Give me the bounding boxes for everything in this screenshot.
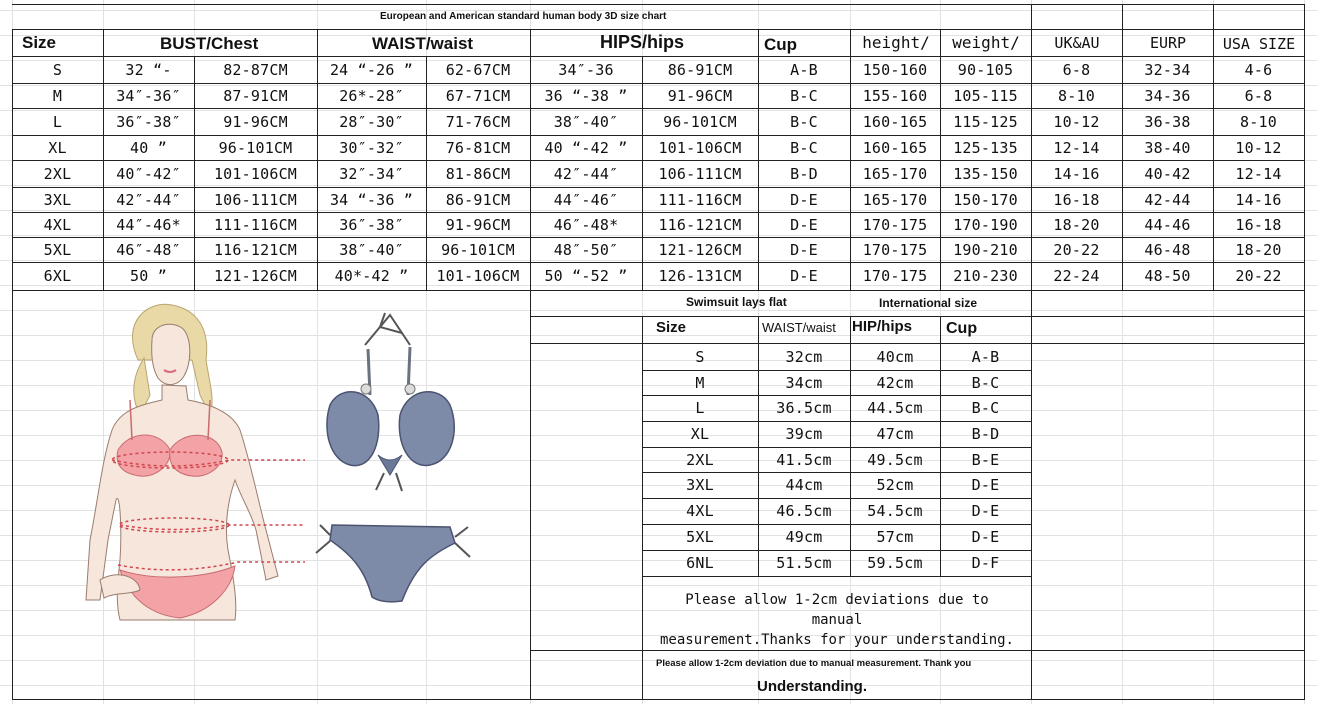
size-table-cell: 16-18 <box>1235 215 1282 234</box>
deviation-note-line-3: measurement.Thanks for your understanding. <box>659 632 1014 648</box>
size-table-cell: 42-44 <box>1144 190 1191 209</box>
swim-table-cell: M <box>695 373 705 392</box>
size-table-cell: 48-50 <box>1144 267 1191 285</box>
size-table-cell: 82-87CM <box>223 60 288 79</box>
size-table-cell: 28″-30″ <box>339 112 404 131</box>
size-table-cell: 3XL <box>43 190 72 209</box>
size-table-cell: 6-8 <box>1062 60 1091 79</box>
size-table-cell: 87-91CM <box>223 86 288 105</box>
size-table-cell: 170-175 <box>862 240 928 259</box>
swim-table-cell: 54.5cm <box>867 502 923 520</box>
size-table-cell: 165-170 <box>862 190 928 209</box>
swim-table-cell: 49.5cm <box>867 450 923 469</box>
swimsuit-lays-flat-label: Swimsuit lays flat <box>686 295 787 309</box>
size-table-cell: 36″-38″ <box>116 112 181 131</box>
deviation-note-line-1: Please allow 1-2cm deviations due to <box>685 592 989 608</box>
size-table-cell: 40-42 <box>1144 164 1191 183</box>
size-table-cell: L <box>52 112 63 131</box>
header-size: Size <box>22 32 57 52</box>
size-table-cell: 101-106CM <box>213 164 298 183</box>
swim-table-cell: 3XL <box>686 476 714 494</box>
size-table-cell: 12-14 <box>1053 138 1100 157</box>
size-table-cell: 8-10 <box>1240 112 1277 131</box>
header-ukau: UK&AU <box>1054 33 1100 52</box>
size-table-cell: 96-101CM <box>218 138 293 157</box>
swim-table-cell: 57cm <box>876 528 914 546</box>
header-bust: BUST/Chest <box>160 33 259 53</box>
size-table-cell: 116-121CM <box>658 215 742 234</box>
size-table-cell: 30″-32″ <box>339 138 404 157</box>
size-table-cell: 165-170 <box>862 164 928 183</box>
size-table-cell: B-D <box>790 164 818 183</box>
size-table-cell: 67-71CM <box>445 86 511 105</box>
size-table-cell: 50 ” <box>130 267 167 285</box>
size-table-cell: 12-14 <box>1235 164 1282 183</box>
size-table-cell: 106-111CM <box>213 190 298 209</box>
size-table-cell: 22-24 <box>1053 267 1100 285</box>
size-table-cell: B-C <box>790 86 818 105</box>
size-table-cell: 6XL <box>43 267 72 285</box>
size-table-cell: 91-96CM <box>223 112 288 131</box>
size-table-cell: D-E <box>790 190 818 209</box>
size-table-cell: 90-105 <box>957 60 1014 79</box>
size-table-cell: 32 “- <box>125 60 172 79</box>
size-table-cell: 26*-28″ <box>339 86 404 105</box>
swim-table-cell: B-C <box>971 399 1000 417</box>
size-table-cell: 5XL <box>43 240 72 259</box>
swim-table-cell: 42cm <box>876 373 914 392</box>
swim-table-cell: 44cm <box>785 476 823 494</box>
size-table-cell: 46″-48* <box>553 215 619 234</box>
size-table-cell: 42″-44″ <box>553 164 619 183</box>
header-eurp: EURP <box>1149 33 1187 52</box>
size-table-cell: 155-160 <box>862 86 928 105</box>
swim-table-cell: 4XL <box>686 502 714 520</box>
body-measurement-illustration <box>60 300 320 640</box>
size-table-cell: 34-36 <box>1144 86 1191 105</box>
header-weight: weight/ <box>952 33 1020 52</box>
size-table-cell: 160-165 <box>862 112 928 131</box>
swim-table-cell: D-E <box>971 528 1000 546</box>
swim-table-cell: B-C <box>971 373 1000 392</box>
swim-table-cell: XL <box>690 425 710 443</box>
size-table-cell: 20-22 <box>1053 240 1100 259</box>
size-table-cell: 91-96CM <box>445 215 511 234</box>
size-table-cell: 170-190 <box>953 215 1018 234</box>
size-table-cell: 14-16 <box>1235 190 1282 209</box>
size-table-cell: B-C <box>790 112 818 131</box>
size-table-cell: 190-210 <box>953 240 1018 259</box>
size-table-cell: 24 “-26 ” <box>329 60 414 79</box>
size-table-cell: 106-111CM <box>658 164 742 183</box>
swim-table-cell: 6NL <box>686 554 714 572</box>
header-usa: USA SIZE <box>1222 34 1296 53</box>
size-table-cell: 115-125 <box>953 112 1018 131</box>
size-table-cell: 121-126CM <box>213 267 298 285</box>
size-table-cell: 34 “-36 ” <box>329 190 414 209</box>
size-table-cell: 36″-38″ <box>339 215 404 234</box>
size-table-cell: 111-116CM <box>658 190 742 209</box>
size-table-cell: 34″-36 <box>558 60 614 79</box>
size-table-cell: 36 “-38 ” <box>544 86 628 105</box>
swim-table-cell: 39cm <box>785 425 823 443</box>
swim-table-cell: D-E <box>971 502 1000 520</box>
swim-table-cell: 34cm <box>785 373 823 392</box>
size-table-cell: M <box>52 86 63 105</box>
size-table-cell: D-E <box>790 267 818 285</box>
size-table-cell: 71-76CM <box>445 112 511 131</box>
size-table-cell: 38″-40″ <box>339 240 404 259</box>
swim-table-cell: 49cm <box>785 528 823 546</box>
size-table-cell: 42″-44″ <box>116 190 181 209</box>
swim-table-cell: B-E <box>971 450 1000 469</box>
size-table-cell: 38-40 <box>1144 138 1191 157</box>
size-table-cell: 46″-48″ <box>116 240 181 259</box>
size-table-cell: 111-116CM <box>213 215 298 234</box>
size-table-cell: 91-96CM <box>667 86 733 105</box>
size-table-cell: 32″-34″ <box>339 164 404 183</box>
size-table-cell: 160-165 <box>862 138 928 157</box>
swim-table-cell: B-D <box>971 425 1000 443</box>
deviation-note-small: Please allow 1-2cm deviation due to manual measurement. Thank you <box>656 658 972 669</box>
swim-table-cell: L <box>695 399 705 417</box>
size-table-cell: D-E <box>790 215 818 234</box>
swim-table-cell: 2XL <box>686 450 714 469</box>
swim-table-cell: 32cm <box>785 347 823 366</box>
size-table-cell: 4XL <box>43 215 72 234</box>
swim-table-cell: 41.5cm <box>776 450 832 469</box>
swim-table-cell: D-F <box>971 554 1000 572</box>
swim-table-cell: A-B <box>971 347 1000 366</box>
size-table-cell: 76-81CM <box>445 138 511 157</box>
size-table-cell: 40 “-42 ” <box>544 138 628 157</box>
size-table-cell: 6-8 <box>1244 86 1273 105</box>
size-table-cell: 126-131CM <box>658 267 742 285</box>
swim-table-cell: 52cm <box>876 476 914 494</box>
size-table-cell: 135-150 <box>953 164 1018 183</box>
swim-header-waist: WAIST/waist <box>762 319 836 335</box>
size-table-cell: 44-46 <box>1144 215 1191 234</box>
swim-header-cup: Cup <box>946 320 978 337</box>
size-table-cell: 121-126CM <box>658 240 742 259</box>
size-table-cell: 4-6 <box>1244 60 1273 79</box>
swim-header-size: Size <box>656 318 687 336</box>
size-table-cell: S <box>52 60 63 79</box>
size-table-cell: 62-67CM <box>445 60 511 79</box>
size-table-cell: D-E <box>790 240 818 259</box>
swim-table-cell: 40cm <box>876 347 914 366</box>
size-table-cell: 86-91CM <box>667 60 733 79</box>
size-table-cell: 101-106CM <box>658 138 742 157</box>
size-table-cell: 170-175 <box>862 215 928 234</box>
swim-table-cell: 47cm <box>876 425 914 443</box>
swim-header-hip: HIP/hips <box>852 317 913 335</box>
swim-table-cell: S <box>695 347 705 366</box>
size-table-cell: 150-170 <box>953 190 1018 209</box>
size-table-cell: 36-38 <box>1144 112 1191 131</box>
size-table-cell: 14-16 <box>1053 164 1100 183</box>
size-table-cell: 18-20 <box>1053 215 1100 234</box>
swim-table-cell: D-E <box>971 476 1000 494</box>
size-table-cell: 125-135 <box>953 138 1018 157</box>
size-table-cell: 34″-36″ <box>116 86 181 105</box>
size-table-cell: 38″-40″ <box>553 112 619 131</box>
size-table-cell: 86-91CM <box>445 190 511 209</box>
size-table-cell: 150-160 <box>862 60 928 79</box>
size-table-cell: 32-34 <box>1144 60 1191 79</box>
size-table-cell: XL <box>48 138 67 157</box>
swim-table-cell: 46.5cm <box>776 502 832 520</box>
size-table-cell: 8-10 <box>1058 86 1095 105</box>
size-table-cell: 44″-46* <box>116 215 181 234</box>
deviation-note-big: Understanding. <box>757 678 868 695</box>
swim-table-cell: 59.5cm <box>867 554 923 572</box>
size-table-cell: 40 ” <box>130 138 167 157</box>
size-table-cell: 10-12 <box>1053 112 1100 131</box>
size-table-cell: 40*-42 ” <box>334 267 409 285</box>
bikini-product-illustration <box>310 305 480 610</box>
size-table-cell: 16-18 <box>1053 190 1100 209</box>
swim-table-cell: 51.5cm <box>776 554 832 572</box>
size-table-cell: 116-121CM <box>213 240 298 259</box>
size-table-cell: 10-12 <box>1235 138 1282 157</box>
swim-table-cell: 36.5cm <box>776 399 832 417</box>
size-table-cell: B-C <box>790 138 818 157</box>
swim-table-cell: 5XL <box>686 528 714 546</box>
size-table-cell: 81-86CM <box>445 164 511 183</box>
size-table-cell: 105-115 <box>953 86 1018 105</box>
swim-table-cell: 44.5cm <box>867 399 923 417</box>
international-size-label: International size <box>879 296 978 310</box>
size-table-cell: 44″-46″ <box>553 190 619 209</box>
size-table-cell: 96-101CM <box>663 112 737 131</box>
size-table-cell: 2XL <box>43 164 72 183</box>
deviation-note-line-2: manual <box>811 612 863 628</box>
header-hips: HIPS/hips <box>600 32 685 52</box>
size-table-cell: 210-230 <box>953 267 1018 285</box>
size-table-cell: 170-175 <box>862 267 928 285</box>
size-table-cell: 40″-42″ <box>116 164 181 183</box>
header-height: height/ <box>862 33 930 52</box>
size-table-cell: 101-106CM <box>436 267 520 285</box>
size-table-cell: 48″-50″ <box>553 240 619 259</box>
size-table-cell: 20-22 <box>1235 267 1282 285</box>
size-table-cell: 50 “-52 ” <box>544 267 628 285</box>
size-table-cell: 46-48 <box>1144 240 1191 259</box>
header-cup: Cup <box>764 34 798 54</box>
size-table-cell: 18-20 <box>1235 240 1282 259</box>
deviation-note <box>643 590 1031 650</box>
chart-title: European and American standard human body 3D size chart <box>380 11 667 22</box>
header-waist: WAIST/waist <box>372 33 474 53</box>
size-table-cell: 96-101CM <box>441 240 515 259</box>
size-table-cell: A-B <box>790 60 818 79</box>
